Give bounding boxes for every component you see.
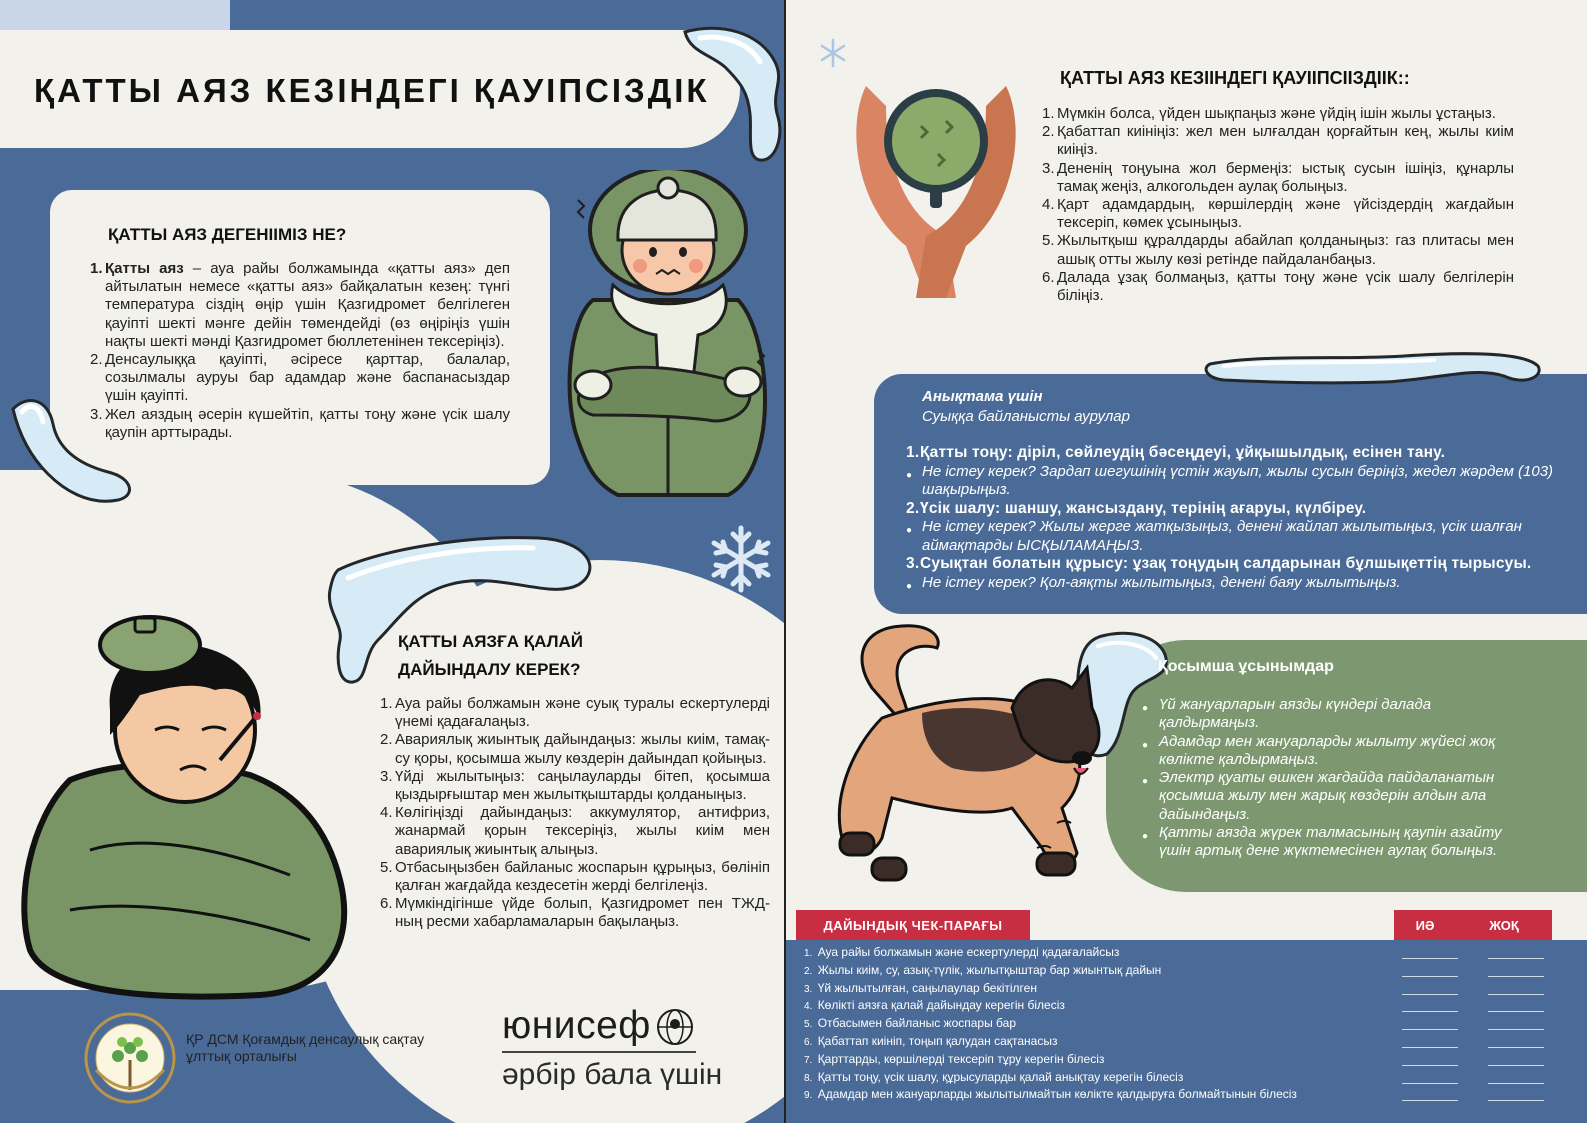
checklist-row	[804, 980, 1384, 998]
checklist-row	[804, 1051, 1384, 1069]
cold-person-illustration	[558, 170, 773, 505]
item-text: – ауа райы болжамында «қатты аяз» деп айтылатын немесе «қатты аяз» байқалатын кезең: түнгі температура сіздің өңір үшін Қазгидромет белгілеген қауіпті шекті мәнге дейін төмендейді (өз өңіріңіз үшін нақты шекті мәнді Қазгидромет бюллетенінен тексеріңіз).	[105, 260, 511, 350]
additional-heading: Қосымша ұсынымдар	[1158, 658, 1334, 675]
additional-list	[1142, 696, 1522, 861]
checklist-row	[804, 1015, 1384, 1033]
list-item	[1142, 824, 1522, 861]
item-number: 3.	[906, 555, 920, 572]
item-text: Жел аяздың әсерін күшейтіп, қатты тоңу және үсік шалу қаупін арттырады.	[105, 405, 510, 441]
item-number: 5.	[804, 1019, 813, 1031]
item-number: 1.	[380, 695, 393, 712]
checklist-heading: ДАЙЫНДЫҚ ЧЕК-ПАРАҒЫ	[796, 910, 1030, 940]
item-number: 2.	[1042, 123, 1055, 141]
right-page	[786, 0, 1587, 1123]
safety-heading: ҚАТТЫ АЯЗ КЕЗІІНДЕГІ ҚАУІІПСІІЗДІІК::	[1060, 68, 1410, 88]
item-text: Суықтан болатын құрысу: ұзақ тоңудың салдарынан бұлшықеттің тырысуы.	[920, 555, 1532, 572]
item-text: Адамдар мен жануарларды жылыту жүйесі жоқ көлікте қалдырмаңыз.	[1159, 732, 1496, 768]
no-answer-line[interactable]	[1488, 1011, 1544, 1012]
item-text: Авариялық жиынтық дайындаңыз: жылы киім, тамақ-су қоры, қосымша жылу көздерін дайындап қойыңыз.	[395, 731, 770, 767]
icicle-illustration	[680, 22, 786, 167]
item-text: Үй жылытылған, саңылаулар бекітілген	[817, 980, 1037, 995]
item-number: 1.	[804, 948, 813, 959]
no-answer-line[interactable]	[1488, 1029, 1544, 1030]
item-number: 3.	[90, 405, 103, 423]
item-text: Жылы киім, су, азық-түлік, жылытқыштар бар жиынтық дайын	[817, 962, 1162, 977]
item-text: Үйді жылытыңыз: саңылауларды бітеп, қосымша қыздырғыштар мен жылытқыштарды қолданыңыз.	[395, 767, 770, 804]
yes-answer-line[interactable]	[1402, 958, 1458, 959]
item-number: 9.	[804, 1090, 813, 1102]
condition-title	[906, 500, 1566, 519]
condition-action	[906, 463, 1566, 500]
item-text: Не істеу керек? Қол-аяқты жылытыңыз, денені баяу жылытыңыз.	[922, 573, 1401, 591]
item-number: 2.	[90, 351, 103, 369]
checklist-row	[804, 1086, 1384, 1104]
item-number: 3.	[804, 983, 813, 995]
list-item	[1042, 160, 1514, 196]
item-number: 4.	[1042, 196, 1055, 214]
snowflake-icon	[818, 38, 848, 68]
item-number: 3.	[380, 767, 393, 785]
condition-action	[906, 574, 1566, 597]
item-text: Қарттарды, көршілерді тексеріп тұру керегін білесіз	[817, 1051, 1105, 1066]
item-number: 8.	[804, 1072, 813, 1084]
condition-action	[906, 518, 1566, 555]
divider-line	[502, 1051, 696, 1053]
checklist-row	[804, 997, 1384, 1015]
yes-answer-line[interactable]	[1402, 1047, 1458, 1048]
item-number: 6.	[380, 895, 393, 913]
checklist-yes-header: ИӘ	[1394, 910, 1456, 940]
condition-title	[906, 444, 1566, 463]
item-text: Қатты тоңу, үсік шалу, құрысуларды қалай анықтау керегін білесіз	[817, 1069, 1184, 1084]
list-item	[1142, 769, 1522, 824]
list-item	[1142, 733, 1522, 770]
checklist-row	[804, 944, 1384, 962]
item-text: Мүмкін болса, үйден шықпаңыз және үйдің ішін жылы ұстаңыз.	[1057, 105, 1496, 122]
item-number: 4.	[380, 804, 393, 822]
list-item	[1042, 105, 1514, 123]
item-number: 5.	[1042, 232, 1055, 250]
item-number: 7.	[804, 1054, 813, 1066]
snowflake-icon	[706, 524, 776, 594]
item-text: Электр қуаты өшкен жағдайда пайдаланатын қосымша жылу мен жарық көздерін алдын ала дайындаңыз.	[1159, 769, 1495, 823]
yes-answer-line[interactable]	[1402, 994, 1458, 995]
list-item	[1042, 232, 1514, 268]
item-number: 2.	[380, 731, 393, 749]
list-item	[1042, 196, 1514, 232]
item-text: Денсаулыққа қауіпті, әсіресе қарттар, балалар, созылмалы ауруы бар адамдар және баспанасыздар үшін қауіпті.	[105, 351, 510, 405]
unicef-emblem-icon	[655, 1007, 695, 1047]
list-item	[1142, 696, 1522, 733]
item-number: 2.	[906, 499, 920, 517]
list-item	[1042, 123, 1514, 159]
yes-answer-line[interactable]	[1402, 1011, 1458, 1012]
item-number: 2.	[804, 965, 813, 977]
page-title: ҚАТТЫ АЯЗ КЕЗІНДЕГІ ҚАУІПСІЗДІК	[34, 72, 710, 109]
bullet-icon: ●	[1142, 703, 1149, 714]
item-text: Дененің тоңуына жол бермеңіз: ыстық сусын ішіңіз, құнарлы тамақ жеңіз, алкогольден аулақ болыңыз.	[1057, 159, 1514, 195]
item-text: Мүмкіндігінше үйде болып, Қазгидромет пен ТЖД-ның ресми хабарламаларын бақылаңыз.	[395, 895, 770, 931]
item-number: 1.	[1042, 105, 1055, 122]
checklist-row	[804, 1069, 1384, 1087]
list-item	[380, 895, 770, 931]
icicle-illustration	[8, 394, 138, 509]
list-item	[380, 804, 770, 859]
item-text: Үй жануарларын аязды күндері далада қалдырмаңыз.	[1159, 696, 1432, 732]
item-text: Қатты аязда жүрек талмасының қаупін азайту үшін артық дене жүктемесінен аулақ болыңыз.	[1159, 824, 1502, 860]
list-item	[90, 260, 510, 351]
yes-answer-line[interactable]	[1402, 1100, 1458, 1101]
yes-answer-line[interactable]	[1402, 976, 1458, 977]
item-text: Ауа райы болжамын және ескертулерді қадағалайсыз	[817, 945, 1120, 959]
item-text: Қатты тоңу: діріл, сөйлеудің бәсеңдеуі, ұйқышылдық, есінен тану.	[920, 444, 1446, 461]
list-item	[380, 731, 770, 767]
item-text: Не істеу керек? Зардап шегушінің үстін жауып, жылы сусын беріңіз, жедел жәрдем (103) шақырыңыз.	[922, 462, 1554, 498]
list-item	[380, 859, 770, 895]
condition-title	[906, 555, 1566, 574]
no-answer-line[interactable]	[1488, 1047, 1544, 1048]
item-number: 5.	[380, 858, 393, 876]
checklist-list	[804, 944, 1384, 1104]
no-answer-line[interactable]	[1488, 1100, 1544, 1101]
bullet-icon: ●	[906, 469, 913, 481]
definition-heading: ҚАТТЫ АЯЗ ДЕГЕНІІМІЗ НЕ?	[108, 225, 347, 244]
yes-answer-line[interactable]	[1402, 1083, 1458, 1084]
reference-list	[906, 444, 1566, 596]
prepare-list	[380, 695, 770, 932]
checklist-row	[804, 1033, 1384, 1051]
item-text: Адамдар мен жануарларды жылытылмайтын көлікте қалдыруға болмайтынын білесіз	[817, 1087, 1297, 1102]
no-answer-line[interactable]	[1488, 994, 1544, 995]
prepare-heading: ҚАТТЫ АЯЗҒА ҚАЛАЙ ДАЙЫНДАЛУ КЕРЕК?	[398, 632, 584, 679]
list-item	[380, 768, 770, 804]
item-number: 6.	[804, 1036, 813, 1048]
item-number: 1.	[90, 260, 103, 277]
unicef-wordmark: юнисеф	[502, 1004, 651, 1047]
org-name: ҚР ДСМ Қоғамдық денсаулық сақтау ұлттық орталығы	[186, 1031, 425, 1064]
no-answer-line[interactable]	[1488, 1065, 1544, 1066]
item-term: Қатты аяз	[105, 260, 184, 277]
item-number: 6.	[1042, 268, 1055, 286]
bullet-icon: ●	[1142, 831, 1149, 843]
bullet-icon: ●	[1142, 739, 1149, 751]
item-text: Жылытқыш құралдарды абайлап қолданыңыз: газ плитасы мен ашық отты жылу көзі ретінде пайдаланбаңыз.	[1057, 232, 1514, 268]
item-text: Көлігіңізді дайындаңыз: аккумулятор, антифриз, жанармай қорын тексеріңіз, жылы киім мен авариялық жиынтық алыңыз.	[395, 804, 770, 858]
no-answer-line[interactable]	[1488, 1083, 1544, 1084]
icicle-illustration	[1204, 346, 1544, 394]
item-text: Қабаттап киініңіз: жел мен ылғалдан қорғайтын кең, жылы киім киіңіз.	[1057, 123, 1514, 159]
definition-list	[90, 260, 510, 442]
ncph-logo	[82, 1010, 178, 1106]
checklist-row	[804, 962, 1384, 980]
list-item	[90, 406, 510, 442]
item-text: Далада ұзақ болмаңыз, қатты тоңу және үсік шалу белгілерін біліңіз.	[1057, 268, 1514, 305]
item-number: 4.	[804, 1001, 813, 1013]
item-number: 1.	[906, 444, 920, 461]
list-item	[90, 351, 510, 406]
checklist-no-header: ЖОҚ	[1456, 910, 1552, 940]
item-text: Қарт адамдардың, көршілердің және үйсіздердің жағдайын тексеріп, көмек ұсыныңыз.	[1057, 196, 1514, 232]
left-page	[0, 0, 786, 1123]
yes-answer-line[interactable]	[1402, 1065, 1458, 1066]
item-number: 3.	[1042, 159, 1055, 177]
item-text: Ауа райы болжамын және суық туралы ескертулерді үнемі қадағалаңыз.	[395, 695, 770, 731]
safety-list	[1042, 105, 1514, 305]
unicef-slogan: әрбір бала үшін	[502, 1058, 723, 1091]
item-text: Көлікті аязға қалай дайындау керегін білесіз	[817, 998, 1065, 1013]
list-item	[1042, 269, 1514, 305]
yes-answer-line[interactable]	[1402, 1029, 1458, 1030]
no-answer-line[interactable]	[1488, 958, 1544, 959]
dog-illustration	[812, 618, 1112, 903]
hands-cup-illustration	[846, 66, 1026, 306]
item-text: Отбасымен байланыс жоспары бар	[817, 1016, 1016, 1031]
item-text: Үсік шалу: шаншу, жансыздану, терінің ағаруы, күлбіреу.	[920, 499, 1367, 517]
reference-subheading: Суыққа байланысты аурулар	[922, 408, 1130, 425]
list-item	[380, 695, 770, 731]
bullet-icon: ●	[906, 525, 913, 536]
reference-heading: Анықтама үшін	[922, 388, 1043, 405]
sick-person-illustration	[10, 600, 360, 1000]
item-text: Отбасыңызбен байланыс жоспарын құрыңыз, бөлініп қалған жағдайда кездесетін жерді белгілеңіз.	[395, 858, 770, 895]
bullet-icon: ●	[906, 580, 913, 592]
item-text: Қабаттап киініп, тоңып қалудан сақтанасыз	[817, 1033, 1058, 1048]
item-text: Не істеу керек? Жылы жерге жатқызыңыз, денені жайлап жылытыңыз, үсік шалған аймақтарды ЫСҚЫЛАМАҢЫЗ.	[922, 518, 1522, 554]
no-answer-line[interactable]	[1488, 976, 1544, 977]
bullet-icon: ●	[1142, 776, 1149, 788]
